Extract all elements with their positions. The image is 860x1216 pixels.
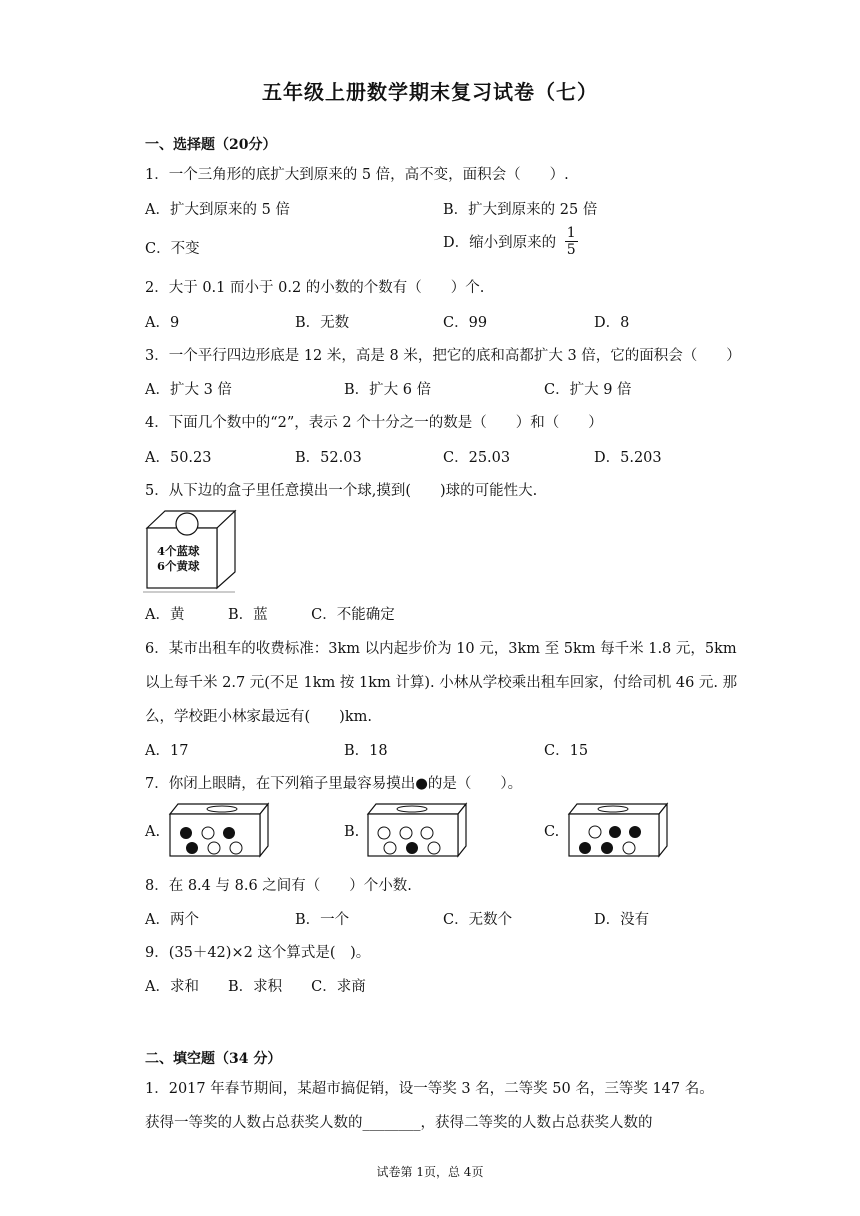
fraction-one-fifth	[565, 225, 578, 258]
q7-option-c-label: C.	[544, 824, 560, 840]
q3-option-c: C．扩大 9 倍	[544, 382, 632, 398]
black-ball	[180, 827, 192, 839]
q2-option-b: B．无数	[295, 315, 350, 331]
q3-option-b: B．扩大 6 倍	[344, 382, 432, 398]
q2-option-d: D．8	[594, 315, 630, 331]
question-5: 5．从下边的盒子里任意摸出一个球,摸到( )球的可能性大.	[145, 483, 538, 499]
page-footer: 试卷第 1页，总 4页	[376, 1165, 484, 1179]
box-contents-label	[157, 544, 200, 574]
section-heading-fill-in: 二、填空题（34 分）	[145, 1051, 282, 1067]
question-9: 9．(35＋42)×2 这个算式是( )。	[145, 945, 371, 961]
q8-option-a: A．两个	[145, 912, 199, 928]
white-ball	[208, 842, 220, 854]
fraction-numerator: 1	[566, 225, 576, 241]
q4-option-c: C．25.03	[443, 450, 511, 466]
box-line-yellow: 6个黄球	[157, 559, 200, 573]
white-ball	[400, 827, 412, 839]
question-6-line-3: 么，学校距小林家最远有( )km.	[145, 709, 372, 725]
white-ball	[230, 842, 242, 854]
q8-option-d: D．没有	[594, 912, 650, 928]
question-6-line-2: 以上每千米 2.7 元(不足 1km 按 1km 计算). 小林从学校乘出租车回家，付给司机 46 元. 那	[145, 675, 738, 691]
q5-options: A．黄 B．蓝 C．不能确定	[145, 607, 395, 623]
box-line-blue: 4个蓝球	[157, 544, 200, 558]
white-ball	[384, 842, 396, 854]
q6-option-c: C．15	[544, 743, 589, 759]
black-ball	[186, 842, 198, 854]
q7-option-b-label: B.	[344, 824, 360, 840]
white-ball	[378, 827, 390, 839]
white-ball	[589, 826, 601, 838]
q7-box-b	[362, 802, 472, 860]
white-ball	[623, 842, 635, 854]
q7-box-c	[563, 802, 673, 860]
fill-question-1-line-2: 获得一等奖的人数占总获奖人数的________，获得二等奖的人数占总获奖人数的	[145, 1115, 653, 1131]
fraction-denominator: 5	[566, 242, 576, 258]
question-4: 4．下面几个数中的“2”，表示 2 个十分之一的数是（ ）和（ ）	[145, 415, 603, 431]
black-ball	[601, 842, 613, 854]
q1-option-a: A．扩大到原来的 5 倍	[145, 202, 290, 218]
question-1: 1．一个三角形的底扩大到原来的 5 倍，高不变，面积会（ ）.	[145, 167, 569, 183]
section-heading-choice: 一、选择题（20分）	[145, 137, 277, 153]
q1-option-d-label: D．缩小到原来的	[443, 235, 557, 251]
q6-option-a: A．17	[145, 743, 189, 759]
question-6-line-1: 6．某市出租车的收费标准：3km 以内起步价为 10 元，3km 至 5km 每千米 1.8 元，5km	[145, 641, 737, 657]
q8-option-b: B．一个	[295, 912, 350, 928]
q1-option-c: C．不变	[145, 241, 200, 257]
q7-box-a	[164, 802, 274, 860]
q2-option-a: A．9	[145, 315, 180, 331]
q4-option-a: A．50.23	[145, 450, 212, 466]
q4-option-b: B．52.03	[295, 450, 362, 466]
black-ball	[579, 842, 591, 854]
q1-option-d	[443, 225, 578, 258]
question-7: 7．你闭上眼睛，在下列箱子里最容易摸出●的是（ ）。	[145, 776, 523, 792]
q2-option-c: C．99	[443, 315, 488, 331]
q9-options: A．求和 B．求积 C．求商	[145, 979, 366, 995]
page-title: 五年级上册数学期末复习试卷（七）	[262, 80, 598, 104]
q3-option-a: A．扩大 3 倍	[145, 382, 232, 398]
q7-option-a-label: A.	[145, 824, 161, 840]
question-8: 8．在 8.4 与 8.6 之间有（ ）个小数.	[145, 878, 412, 894]
q4-option-d: D．5.203	[594, 450, 662, 466]
black-ball	[609, 826, 621, 838]
white-ball	[202, 827, 214, 839]
black-ball	[223, 827, 235, 839]
q8-option-c: C．无数个	[443, 912, 513, 928]
question-3: 3．一个平行四边形底是 12 米，高是 8 米，把它的底和高都扩大 3 倍，它的面积会（ ）	[145, 348, 741, 364]
white-ball	[428, 842, 440, 854]
fill-question-1-line-1: 1．2017 年春节期间，某超市搞促销，设一等奖 3 名，二等奖 50 名，三等奖 147 名。	[145, 1081, 714, 1097]
black-ball	[406, 842, 418, 854]
q6-option-b: B．18	[344, 743, 388, 759]
black-ball	[629, 826, 641, 838]
white-ball	[421, 827, 433, 839]
q1-option-b: B．扩大到原来的 25 倍	[443, 202, 598, 218]
question-2: 2．大于 0.1 而小于 0.2 的小数的个数有（ ）个.	[145, 280, 485, 296]
